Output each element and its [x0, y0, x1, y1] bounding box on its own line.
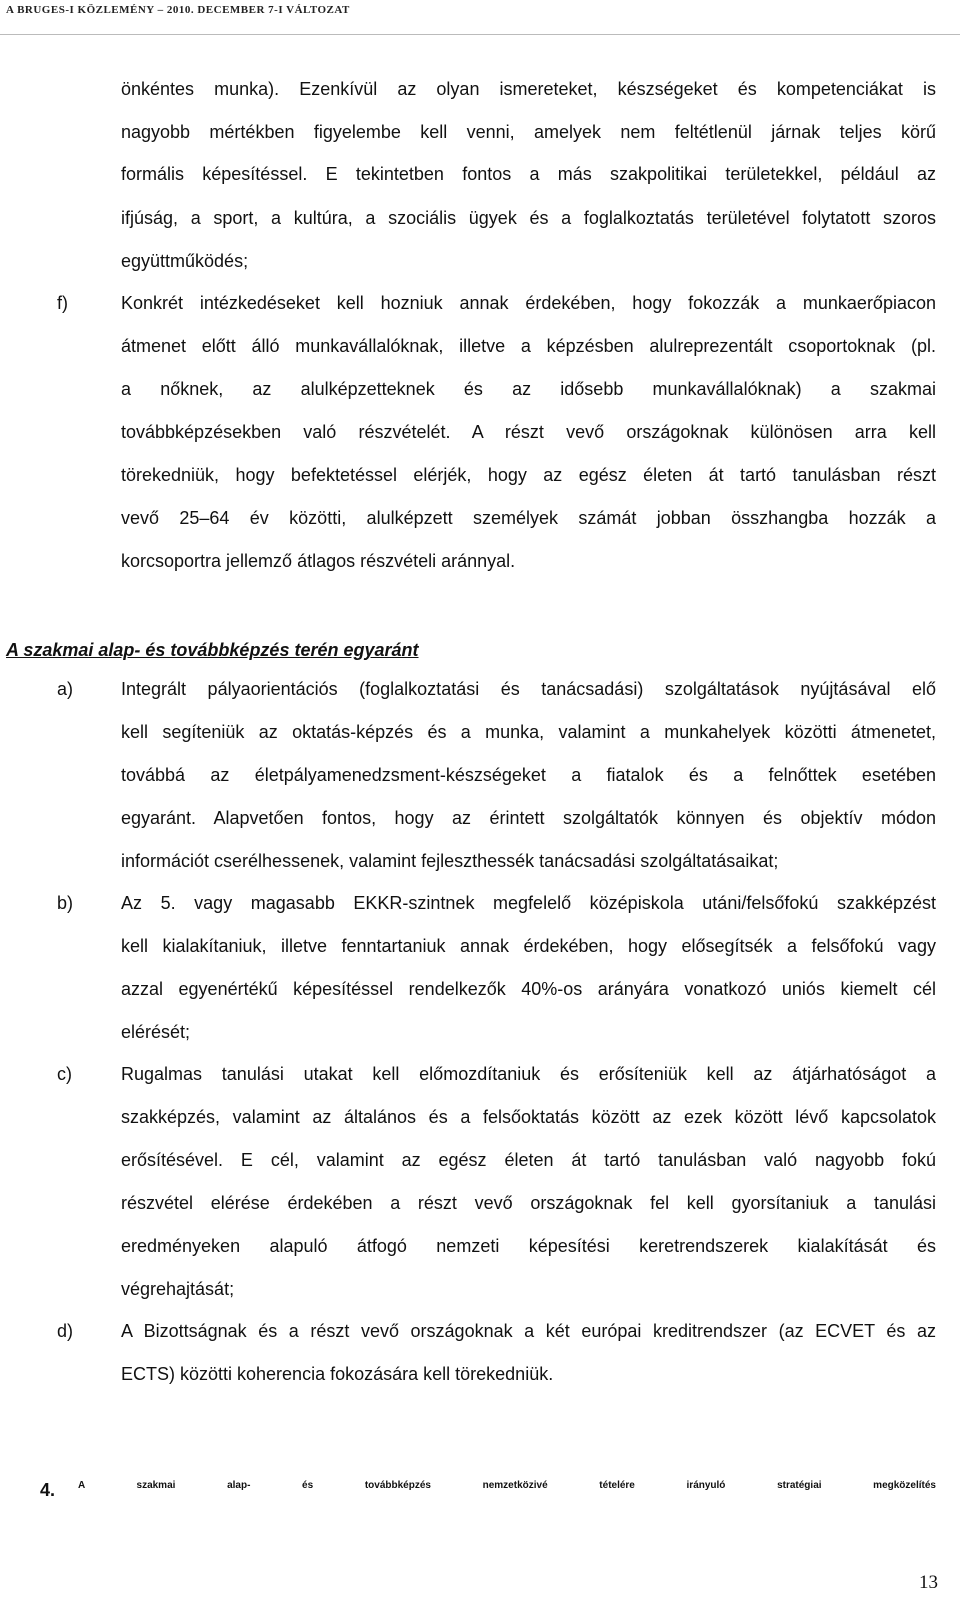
- section-title: A szakmai alap- és továbbképzés nemzetközivé tételére irányuló stratégiai megközelítés: [78, 1480, 936, 1491]
- continuation-line-1: önkéntes munka). Ezenkívül az olyan ismereteket, készségeket és kompetenciákat is: [121, 79, 936, 99]
- item-a-line-1: Integrált pályaorientációs (foglalkoztatási és tanácsadási) szolgáltatások nyújtásával elő: [121, 679, 936, 699]
- header-divider: [0, 34, 960, 35]
- item-c-line-4: részvétel elérése érdekében a részt vevő országoknak fel kell gyorsítaniuk a tanulási: [121, 1193, 936, 1213]
- item-b-line-4: elérését;: [121, 1022, 191, 1042]
- continuation-line-2: nagyobb mértékben figyelembe kell venni, amelyek nem feltétlenül járnak teljes körű: [121, 122, 936, 142]
- item-f-line-2: átmenet előtt álló munkavállalóknak, illetve a képzésben alulreprezentált csoportoknak (pl.: [121, 336, 936, 356]
- item-d-label: d): [57, 1321, 74, 1341]
- item-a-line-5: információt cserélhessenek, valamint fejleszthessék tanácsadási szolgáltatásaikat;: [121, 851, 779, 871]
- continuation-line-4: ifjúság, a sport, a kultúra, a szociális ügyek és a foglalkoztatás területével folytatott szoros: [121, 208, 936, 228]
- item-c-line-2: szakképzés, valamint az általános és a felsőoktatás között az ezek között lévő kapcsolatok: [121, 1107, 936, 1127]
- continuation-line-5: együttműködés;: [121, 251, 249, 271]
- item-c-line-6: végrehajtását;: [121, 1279, 235, 1299]
- item-d-line-2: ECTS) közötti koherencia fokozására kell törekedniük.: [121, 1364, 554, 1384]
- item-f-line-4: továbbképzésekben való részvételét. A részt vevő országoknak különösen arra kell: [121, 422, 936, 442]
- item-f-label: f): [57, 293, 68, 313]
- running-header: A BRUGES-I KÖZLEMÉNY – 2010. DECEMBER 7-I VÁLTOZAT: [6, 4, 350, 16]
- continuation-line-3: formális képesítéssel. E tekintetben fontos a más szakpolitikai területekkel, például az: [121, 164, 936, 184]
- item-c-line-3: erősítésével. E cél, valamint az egész életen át tartó tanulásban való nagyobb fokú: [121, 1150, 936, 1170]
- item-f-line-3: a nőknek, az alulképzetteknek és az idősebb munkavállalóknak) a szakmai: [121, 379, 936, 399]
- item-c-line-5: eredményeken alapuló átfogó nemzeti képesítési keretrendszerek kialakítását és: [121, 1236, 936, 1256]
- item-a-label: a): [57, 679, 74, 699]
- item-c-line-1: Rugalmas tanulási utakat kell előmozdítaniuk és erősíteniük kell az átjárhatóságot a: [121, 1064, 936, 1084]
- item-f-line-7: korcsoportra jellemző átlagos részvételi aránnyal.: [121, 551, 516, 571]
- item-a-line-4: egyaránt. Alapvetően fontos, hogy az érintett szolgáltatók könnyen és objektív módon: [121, 808, 936, 828]
- item-b-line-2: kell kialakítaniuk, illetve fenntartaniuk annak érdekében, hogy elősegítsék a felsőfokú vagy: [121, 936, 936, 956]
- item-b-line-3: azzal egyenértékű képesítéssel rendelkezők 40%-os arányára vonatkozó uniós kiemelt cél: [121, 979, 936, 999]
- section-number: 4.: [40, 1480, 56, 1500]
- item-a-line-3: továbbá az életpályamenedzsment-készségeket a fiatalok és a felnőttek esetében: [121, 765, 936, 785]
- item-a-line-2: kell segíteniük az oktatás-képzés és a munka, valamint a munkahelyek közötti átmenetet,: [121, 722, 936, 742]
- item-d-line-1: A Bizottságnak és a részt vevő országoknak a két európai kreditrendszer (az ECVET és az: [121, 1321, 936, 1341]
- item-f-line-5: törekedniük, hogy befektetéssel elérjék, hogy az egész életen át tartó tanulásban részt: [121, 465, 936, 485]
- item-b-line-1: Az 5. vagy magasabb EKKR-szintnek megfelelő középiskola utáni/felsőfokú szakképzést: [121, 893, 936, 913]
- item-f-line-1: Konkrét intézkedéseket kell hozniuk annak érdekében, hogy fokozzák a munkaerőpiacon: [121, 293, 936, 313]
- item-c-label: c): [57, 1064, 72, 1084]
- page-number: 13: [919, 1572, 938, 1593]
- item-b-label: b): [57, 893, 74, 913]
- item-f-line-6: vevő 25–64 év közötti, alulképzett személyek számát jobban összhangba hozzák a: [121, 508, 936, 528]
- subheading: A szakmai alap- és továbbképzés terén egyaránt: [6, 640, 419, 660]
